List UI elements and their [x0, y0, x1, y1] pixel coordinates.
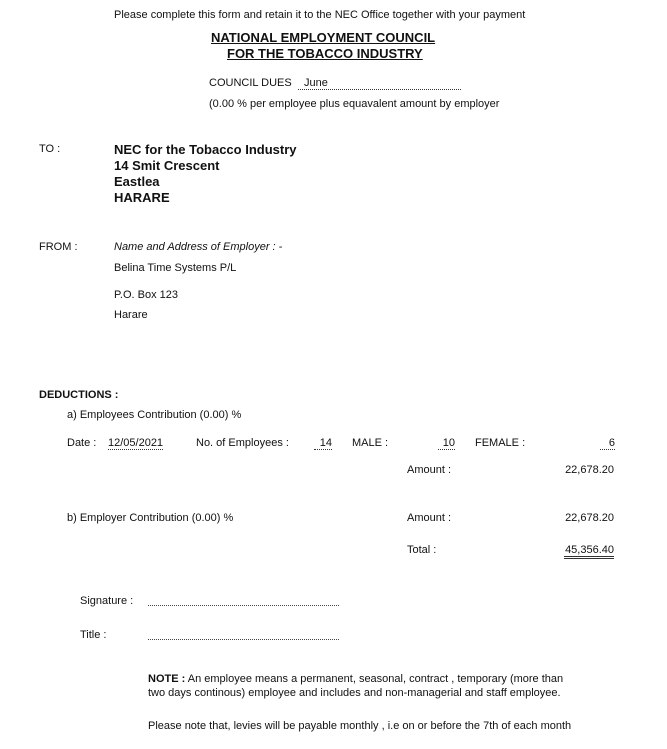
employer-contribution-label: b) Employer Contribution (0.00) %	[67, 512, 234, 524]
note-text1: An employee means a permanent, seasonal, contract , temporary (more than	[185, 673, 564, 685]
date-value: 12/05/2021	[108, 437, 164, 449]
female-value: 6	[600, 437, 615, 450]
to-address-line2: 14 Smit Crescent	[114, 158, 220, 173]
from-label: FROM :	[39, 241, 78, 253]
employer-name: Belina Time Systems P/L	[114, 262, 237, 274]
note-label: NOTE :	[148, 673, 186, 685]
council-dues-label: COUNCIL DUES	[209, 77, 292, 89]
council-dues-month	[298, 77, 461, 90]
note-line1	[148, 673, 563, 685]
employer-address2: Harare	[114, 309, 148, 321]
amount-b-value: 22,678.20	[565, 512, 614, 524]
amount-a-value: 22,678.20	[565, 464, 614, 476]
amount-a-label: Amount :	[407, 464, 452, 476]
title-line[interactable]	[148, 639, 339, 640]
signature-label: Signature :	[80, 595, 134, 607]
employer-caption: Name and Address of Employer : -	[114, 241, 283, 253]
form-instruction: Please complete this form and retain it to the NEC Office together with your payment	[114, 9, 526, 21]
total-value: 45,356.40	[564, 544, 614, 559]
note-line2: two days continous) employee and includes and non-managerial and staff employee.	[148, 687, 561, 699]
form-title-line2: FOR THE TOBACCO INDUSTRY	[227, 46, 423, 61]
female-label: FEMALE :	[475, 437, 526, 449]
rate-note: (0.00 % per employee plus equavalent amount by employer	[209, 98, 500, 110]
to-address-line3: Eastlea	[114, 174, 160, 189]
employees-count-label: No. of Employees :	[196, 437, 289, 449]
council-dues-month-value: June	[304, 77, 328, 89]
to-address-line4: HARARE	[114, 190, 170, 205]
form-title-line1: NATIONAL EMPLOYMENT COUNCIL	[211, 30, 436, 45]
employer-address1: P.O. Box 123	[114, 289, 179, 301]
title-label: Title :	[80, 629, 107, 641]
amount-b-label: Amount :	[407, 512, 452, 524]
deductions-heading: DEDUCTIONS :	[39, 389, 119, 401]
levies-note: Please note that, levies will be payable monthly , i.e on or before the 7th of each month	[148, 720, 572, 732]
total-label: Total :	[407, 544, 437, 556]
to-label: TO :	[39, 143, 61, 155]
to-address-line1: NEC for the Tobacco Industry	[114, 142, 297, 157]
male-label: MALE :	[352, 437, 389, 449]
date-label: Date :	[67, 437, 97, 449]
employees-contribution-label: a) Employees Contribution (0.00) %	[67, 409, 242, 421]
male-value: 10	[438, 437, 455, 450]
employees-count-value: 14	[314, 437, 332, 450]
signature-line[interactable]	[148, 605, 339, 606]
